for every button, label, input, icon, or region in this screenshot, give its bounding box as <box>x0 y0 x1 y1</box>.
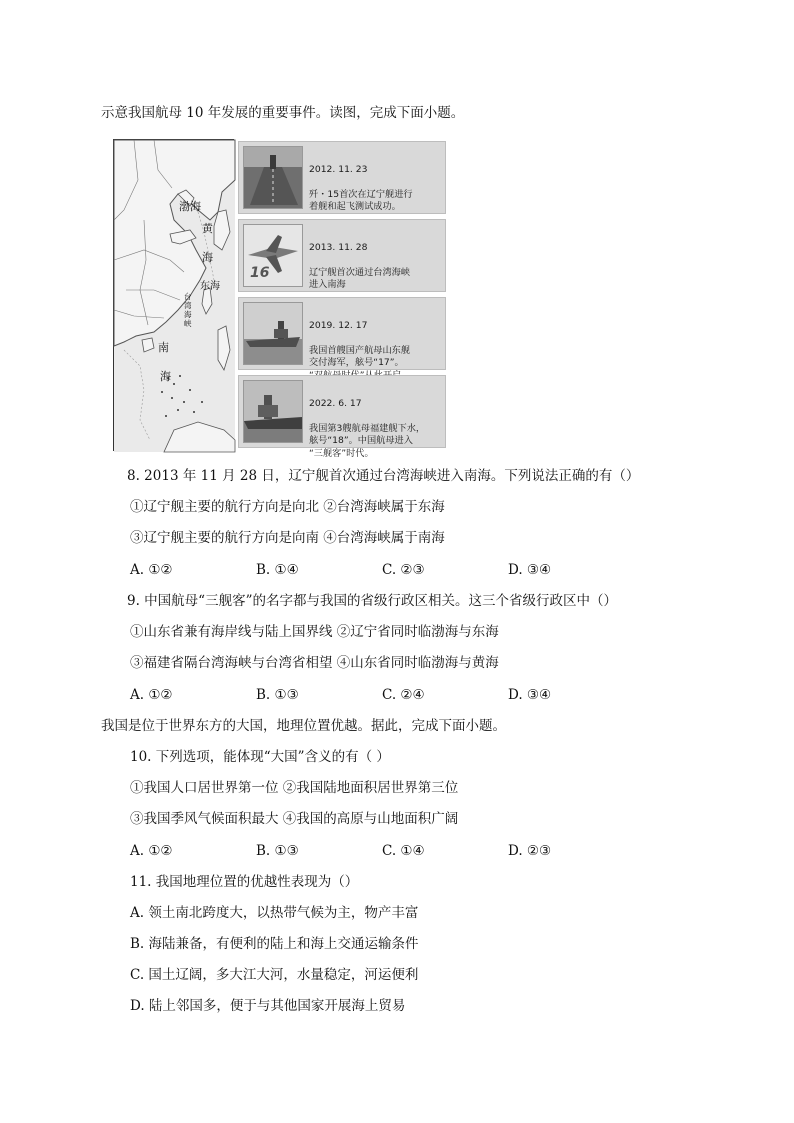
q8-option-d[interactable]: D. ③④ <box>508 562 552 578</box>
q9-stem: 9. 中国航母“三舰客”的名字都与我国的省级行政区相关。这三个省级行政区中（） <box>127 593 617 609</box>
map-graphic <box>114 140 235 452</box>
q8-statement-1: ①辽宁舰主要的航行方向是向北 ②台湾海峡属于东海 <box>130 499 445 515</box>
q10-option-d[interactable]: D. ②③ <box>508 843 552 859</box>
event-date: 2019. 12. 17 <box>309 319 368 331</box>
map-label-bohai: 渤海 <box>179 200 201 213</box>
intro-text: 示意我国航母 10 年发展的重要事件。读图，完成下面小题。 <box>101 105 465 121</box>
q11-option-d[interactable]: D. 陆上邻国多，便于与其他国家开展海上贸易 <box>130 998 406 1014</box>
q9-option-b[interactable]: B. ①③ <box>256 687 299 703</box>
q8-option-b[interactable]: B. ①④ <box>256 562 299 578</box>
q8-stem: 8. 2013 年 11 月 28 日，辽宁舰首次通过台湾海峡进入南海。下列说法正确的有（） <box>127 468 640 484</box>
map-label-huanghai-1: 黄 <box>202 222 213 235</box>
q9-option-c[interactable]: C. ②④ <box>382 687 425 703</box>
q8-option-c[interactable]: C. ②③ <box>382 562 425 578</box>
q10-statement-1: ①我国人口居世界第一位 ②我国陆地面积居世界第三位 <box>130 780 459 796</box>
q8-statement-2: ③辽宁舰主要的航行方向是向南 ④台湾海峡属于南海 <box>130 530 445 546</box>
event-desc: 我国第3艘航母福建舰下水， 舷号“18”。中国航母进入 “三舰客”时代。 <box>309 422 426 459</box>
aircraft-carrier-figure <box>113 139 446 459</box>
q9-option-d[interactable]: D. ③④ <box>508 687 552 703</box>
event-panel-2013 <box>238 219 446 292</box>
event-date: 2022. 6. 17 <box>309 397 362 409</box>
q10-stem: 10. 下列选项，能体现“大国”含义的有（ ） <box>130 749 390 765</box>
carrier-deck-photo <box>243 146 303 209</box>
event-text-2013 <box>309 229 441 305</box>
event-desc: 辽宁舰首次通过台湾海峡 进入南海 <box>309 266 411 291</box>
q10-option-c[interactable]: C. ①④ <box>382 843 425 859</box>
intro2-text: 我国是位于世界东方的大国，地理位置优越。据此，完成下面小题。 <box>101 718 506 734</box>
event-desc: 歼・15首次在辽宁舰进行 着舰和起飞测试成功。 <box>309 188 413 213</box>
event-panel-2012 <box>238 141 446 214</box>
map-label-nanhai-2: 海 <box>160 370 171 383</box>
q8-option-a[interactable]: A. ①② <box>130 562 173 578</box>
event-text-2022 <box>309 385 441 473</box>
q9-statement-1: ①山东省兼有海岸线与陆上国界线 ②辽宁省同时临渤海与东海 <box>130 624 499 640</box>
jet-photo <box>243 224 303 287</box>
q9-statement-2: ③福建省隔台湾海峡与台湾省相望 ④山东省同时临渤海与黄海 <box>130 655 499 671</box>
event-date: 2012. 11. 23 <box>309 163 368 175</box>
q11-option-b[interactable]: B. 海陆兼备，有便利的陆上和海上交通运输条件 <box>130 936 419 952</box>
q9-option-a[interactable]: A. ①② <box>130 687 173 703</box>
event-desc: 我国首艘国产航母山东舰 交付海军，舷号“17”。 <box>309 344 411 369</box>
q10-statement-2: ③我国季风气候面积最大 ④我国的高原与山地面积广阔 <box>130 811 459 827</box>
map-label-nanhai-1: 南 <box>158 341 169 354</box>
china-coast-map <box>113 139 234 451</box>
fujian-carrier-photo <box>243 380 303 443</box>
event-panel-2022 <box>238 375 446 459</box>
map-label-taiwan-strait: 台湾海峡 <box>184 292 192 328</box>
photo-badge: 16 <box>250 265 270 281</box>
q10-option-b[interactable]: B. ①③ <box>256 843 299 859</box>
map-label-donghai: 东海 <box>200 281 220 292</box>
event-panel-2019 <box>238 297 446 370</box>
shandong-carrier-photo <box>243 302 303 365</box>
event-date: 2013. 11. 28 <box>309 241 368 253</box>
q11-option-c[interactable]: C. 国土辽阔，多大江大河，水量稳定，河运便利 <box>130 967 419 983</box>
event-text-2012 <box>309 151 441 227</box>
q10-option-a[interactable]: A. ①② <box>130 843 173 859</box>
q11-option-a[interactable]: A. 领土南北跨度大，以热带气候为主，物产丰富 <box>130 905 419 921</box>
map-label-huanghai-2: 海 <box>202 251 213 264</box>
q11-stem: 11. 我国地理位置的优越性表现为（） <box>130 874 359 890</box>
